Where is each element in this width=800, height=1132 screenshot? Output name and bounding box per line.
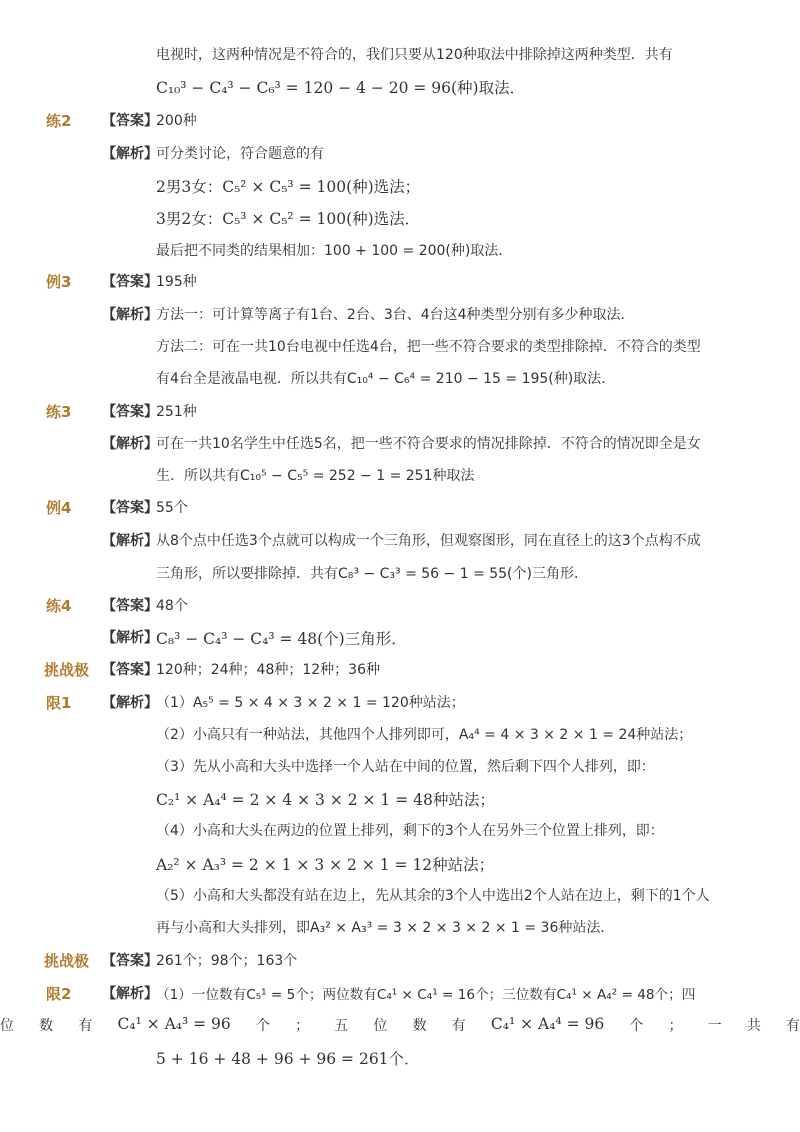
problem-row-lian3 bbox=[0, 401, 800, 431]
content-line-justified bbox=[0, 1015, 800, 1045]
text-char: 有 bbox=[786, 1018, 800, 1034]
analysis-row bbox=[0, 143, 800, 173]
answer-text: 251种 bbox=[156, 404, 197, 420]
answer-tag: 【答案】 bbox=[102, 404, 158, 420]
problem-row-challenge2 bbox=[0, 950, 800, 980]
problem-label: 限1 bbox=[46, 694, 72, 712]
analysis-row bbox=[0, 433, 800, 463]
problem-label: 挑战极 bbox=[44, 661, 90, 679]
analysis-row bbox=[0, 304, 800, 334]
analysis-tag: 【解析】 bbox=[102, 630, 158, 646]
text-char: 共 bbox=[746, 1018, 761, 1034]
math-line: C₁₀³ − C₄³ − C₆³ = 120 − 4 − 20 = 96(种)取法． bbox=[156, 79, 526, 97]
text-line: 方法一：可计算等离子有1台、2台、3台、4台这4种类型分别有多少种取法． bbox=[156, 307, 635, 323]
problem-label: 例3 bbox=[46, 273, 72, 291]
math-line: C₈³ − C₄³ − C₄³ = 48(个)三角形． bbox=[156, 630, 407, 648]
content-line bbox=[0, 563, 800, 593]
math-expression: C₄¹ × A₄⁴ = 96 bbox=[490, 1015, 605, 1033]
text-char: 位 bbox=[373, 1018, 388, 1034]
content-line bbox=[0, 336, 800, 366]
problem-label: 练3 bbox=[46, 403, 72, 421]
text-line: （4）小高和大头在两边的位置上排列，剩下的3个人在另外三个位置上排列，即： bbox=[156, 823, 664, 839]
math-line: C₂¹ × A₄⁴ = 2 × 4 × 3 × 2 × 1 = 48种站法； bbox=[156, 791, 495, 809]
answer-text: 120种；24种；48种；12种；36种 bbox=[156, 662, 380, 678]
text-line: 有4台全是液晶电视．所以共有C₁₀⁴ − C₆⁴ = 210 − 15 = 195(种)取法． bbox=[156, 371, 616, 387]
problem-label: 例4 bbox=[46, 499, 72, 517]
text-line: （3）先从小高和大头中选择一个人站在中间的位置，然后剩下四个人排列，即： bbox=[156, 759, 655, 775]
content-line bbox=[0, 885, 800, 915]
text-line: （5）小高和大头都没有站在边上，先从其余的3个人中选出2个人站在边上，剩下的1个人 bbox=[156, 888, 710, 904]
content-line bbox=[0, 1047, 800, 1077]
text-line: （1）一位数有C₅¹ = 5个；两位数有C₄¹ × C₄¹ = 16个；三位数有C₄¹ × A₄² = 48个；四 bbox=[156, 987, 696, 1003]
analysis-tag: 【解析】 bbox=[102, 146, 158, 162]
text-char: 位 bbox=[0, 1018, 14, 1034]
content-line bbox=[0, 240, 800, 270]
math-line: 5 + 16 + 48 + 96 + 96 = 261个． bbox=[156, 1050, 420, 1068]
text-line: 电视时，这两种情况是不符合的，我们只要从120种取法中排除掉这两种类型．共有 bbox=[156, 47, 673, 63]
content-line bbox=[0, 465, 800, 495]
content-line bbox=[0, 76, 800, 106]
answer-tag: 【答案】 bbox=[102, 500, 158, 516]
math-line: 2男3女：C₅² × C₅³ = 100(种)选法； bbox=[156, 178, 421, 196]
analysis-row bbox=[0, 983, 800, 1013]
problem-label: 限2 bbox=[46, 985, 72, 1003]
problem-row-li3 bbox=[0, 271, 800, 301]
answer-tag: 【答案】 bbox=[102, 662, 158, 678]
answer-text: 261个；98个；163个 bbox=[156, 953, 298, 969]
analysis-row bbox=[0, 627, 800, 657]
text-char: 五 bbox=[334, 1018, 349, 1034]
math-line: 3男2女：C₅³ × C₅² = 100(种)选法． bbox=[156, 210, 421, 228]
answer-text: 55个 bbox=[156, 500, 188, 516]
content-line bbox=[0, 917, 800, 947]
content-line bbox=[0, 853, 800, 883]
analysis-tag: 【解析】 bbox=[102, 533, 158, 549]
content-line bbox=[0, 756, 800, 786]
justified-line bbox=[0, 1015, 800, 1035]
answer-tag: 【答案】 bbox=[102, 113, 158, 129]
analysis-tag: 【解析】 bbox=[102, 695, 158, 711]
text-char: 个 bbox=[629, 1018, 644, 1034]
analysis-row bbox=[0, 530, 800, 560]
problem-row-li4 bbox=[0, 497, 800, 527]
analysis-tag: 【解析】 bbox=[102, 307, 158, 323]
answer-tag: 【答案】 bbox=[102, 598, 158, 614]
text-line: 最后把不同类的结果相加：100 + 100 = 200(种)取法． bbox=[156, 243, 513, 259]
problem-row-challenge1 bbox=[0, 659, 800, 689]
content-line bbox=[0, 788, 800, 818]
problem-label: 挑战极 bbox=[44, 952, 90, 970]
text-line: （1）A₅⁵ = 5 × 4 × 3 × 2 × 1 = 120种站法； bbox=[156, 695, 465, 711]
answer-tag: 【答案】 bbox=[102, 274, 158, 290]
text-line: 生．所以共有C₁₀⁵ − C₅⁵ = 252 − 1 = 251种取法 bbox=[156, 468, 475, 484]
text-char: ； bbox=[668, 1018, 683, 1034]
content-line bbox=[0, 724, 800, 754]
text-line: （2）小高只有一种站法，其他四个人排列即可，A₄⁴ = 4 × 3 × 2 × 1 = 24种站法； bbox=[156, 727, 693, 743]
problem-row-lian2 bbox=[0, 110, 800, 140]
text-line: 再与小高和大头排列，即A₃² × A₃³ = 3 × 2 × 3 × 2 × 1 = 36种站法. bbox=[156, 920, 605, 936]
text-line: 可分类讨论，符合题意的有 bbox=[156, 146, 324, 162]
text-char: 有 bbox=[78, 1018, 93, 1034]
problem-label: 练4 bbox=[46, 597, 72, 615]
math-line: A₂² × A₃³ = 2 × 1 × 3 × 2 × 1 = 12种站法； bbox=[156, 856, 495, 874]
answer-text: 200种 bbox=[156, 113, 197, 129]
math-expression: C₄¹ × A₄³ = 96 bbox=[117, 1015, 231, 1033]
answer-tag: 【答案】 bbox=[102, 953, 158, 969]
text-char: 数 bbox=[412, 1018, 427, 1034]
problem-label: 练2 bbox=[46, 112, 72, 130]
text-line: 可在一共10名学生中任选5名，把一些不符合要求的情况排除掉．不符合的情况即全是女 bbox=[156, 436, 701, 452]
text-char: 一 bbox=[707, 1018, 722, 1034]
content-line bbox=[0, 820, 800, 850]
text-char: ； bbox=[295, 1018, 310, 1034]
content-line bbox=[0, 44, 800, 74]
analysis-row bbox=[0, 692, 800, 722]
content-line bbox=[0, 207, 800, 237]
text-line: 三角形，所以要排除掉．共有C₈³ − C₃³ = 56 − 1 = 55(个)三角形． bbox=[156, 566, 588, 582]
analysis-tag: 【解析】 bbox=[102, 436, 158, 452]
problem-row-lian4 bbox=[0, 595, 800, 625]
analysis-tag: 【解析】 bbox=[102, 986, 158, 1002]
text-char: 数 bbox=[39, 1018, 54, 1034]
text-char: 有 bbox=[451, 1018, 466, 1034]
text-char: 个 bbox=[255, 1018, 270, 1034]
answer-text: 48个 bbox=[156, 598, 188, 614]
text-line: 从8个点中任选3个点就可以构成一个三角形，但观察图形，同在直径上的这3个点构不成 bbox=[156, 533, 701, 549]
text-line: 方法二：可在一共10台电视中任选4台，把一些不符合要求的类型排除掉．不符合的类型 bbox=[156, 339, 701, 355]
content-line bbox=[0, 175, 800, 205]
answer-text: 195种 bbox=[156, 274, 197, 290]
content-line bbox=[0, 368, 800, 398]
